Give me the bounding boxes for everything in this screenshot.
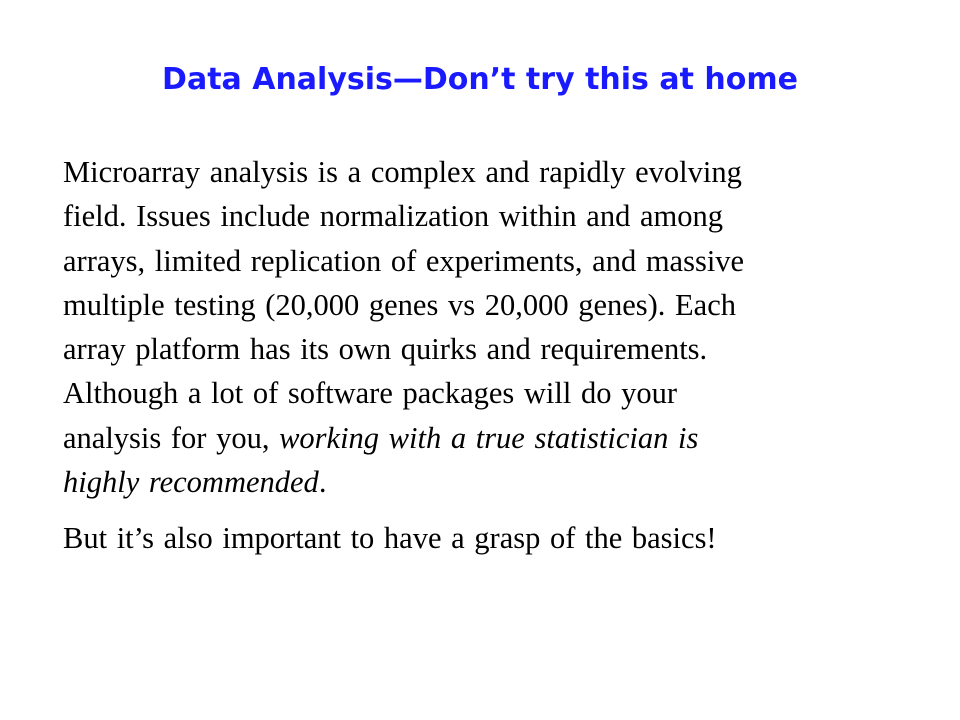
body-line: field. Issues include normalization within and among: [63, 199, 723, 234]
body-text-period: .: [318, 465, 327, 500]
slide-title: Data Analysis—Don’t try this at home: [162, 62, 798, 97]
body-text-plain: analysis for you,: [63, 420, 280, 455]
body-text-italic: highly recommended: [63, 465, 319, 500]
body-line: Microarray analysis is a complex and rapidly evolving: [63, 155, 742, 189]
slide-body: [63, 150, 893, 561]
body-line: But it’s also important to have a grasp of the basics!: [63, 521, 717, 556]
body-text-italic: working with a true statistician is: [279, 420, 699, 455]
paragraph-basics: [63, 516, 893, 560]
body-line: array platform has its own quirks and requirements.: [63, 332, 708, 367]
body-line: arrays, limited replication of experiments, and massive: [63, 243, 745, 278]
body-line: [63, 416, 893, 460]
body-line: [63, 460, 893, 504]
body-line: Although a lot of software packages will do your: [63, 376, 677, 411]
body-line: multiple testing (20,000 genes vs 20,000 genes). Each: [63, 287, 737, 322]
paragraph-microarray: [63, 150, 893, 504]
